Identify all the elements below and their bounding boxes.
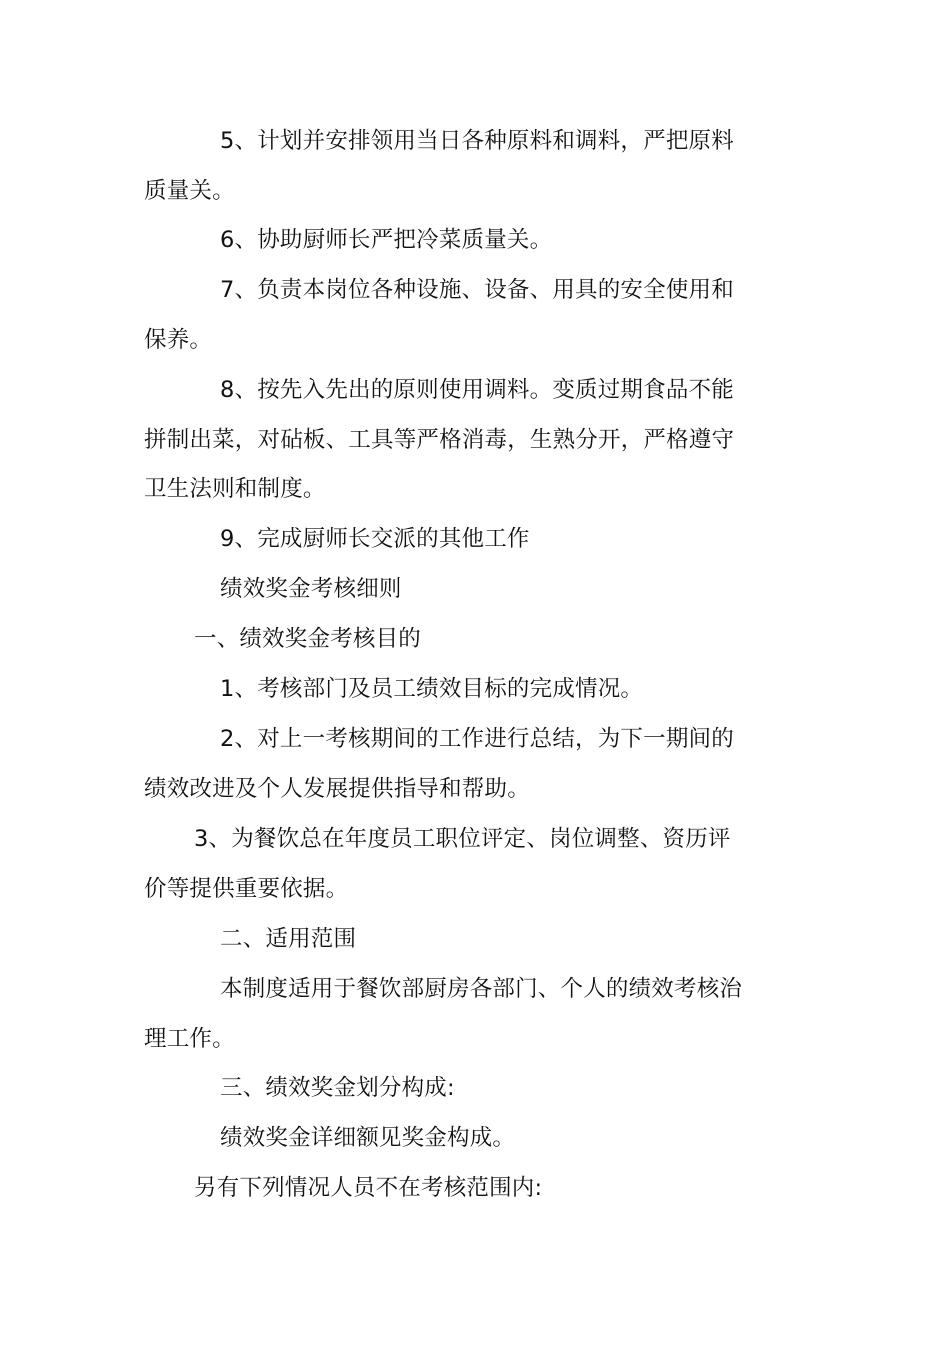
purpose-item-1: 1、考核部门及员工绩效目标的完成情况。 bbox=[220, 676, 644, 702]
section-title: 绩效奖金考核细则 bbox=[220, 576, 402, 602]
scope-text: 本制度适用于餐饮部厨房各部门、个人的绩效考核治理工作。 bbox=[144, 976, 743, 1052]
bonus-structure-text: 绩效奖金详细额见奖金构成。 bbox=[220, 1125, 516, 1151]
heading-bonus-structure: 三、绩效奖金划分构成: bbox=[220, 1075, 455, 1101]
exclusion-text: 另有下列情况人员不在考核范围内: bbox=[194, 1175, 543, 1201]
paragraph-item-9: 9、完成厨师长交派的其他工作 bbox=[220, 526, 530, 552]
heading-purpose: 一、绩效奖金考核目的 bbox=[194, 626, 422, 652]
paragraph-item-7: 7、负责本岗位各种设施、设备、用具的安全使用和保养。 bbox=[144, 277, 734, 353]
paragraph-item-5: 5、计划并安排领用当日各种原料和调料，严把原料质量关。 bbox=[144, 128, 734, 204]
paragraph-item-6: 6、协助厨师长严把冷菜质量关。 bbox=[220, 227, 553, 253]
paragraph-item-8: 8、按先入先出的原则使用调料。变质过期食品不能拼制出菜，对砧板、工具等严格消毒，生熟分开，严格遵守卫生法则和制度。 bbox=[144, 377, 735, 503]
purpose-item-2: 2、对上一考核期间的工作进行总结，为下一期间的绩效改进及个人发展提供指导和帮助。 bbox=[144, 726, 734, 802]
purpose-item-3: 3、为餐饮总在年度员工职位评定、岗位调整、资历评价等提供重要依据。 bbox=[144, 826, 731, 902]
heading-scope: 二、适用范围 bbox=[220, 926, 357, 952]
